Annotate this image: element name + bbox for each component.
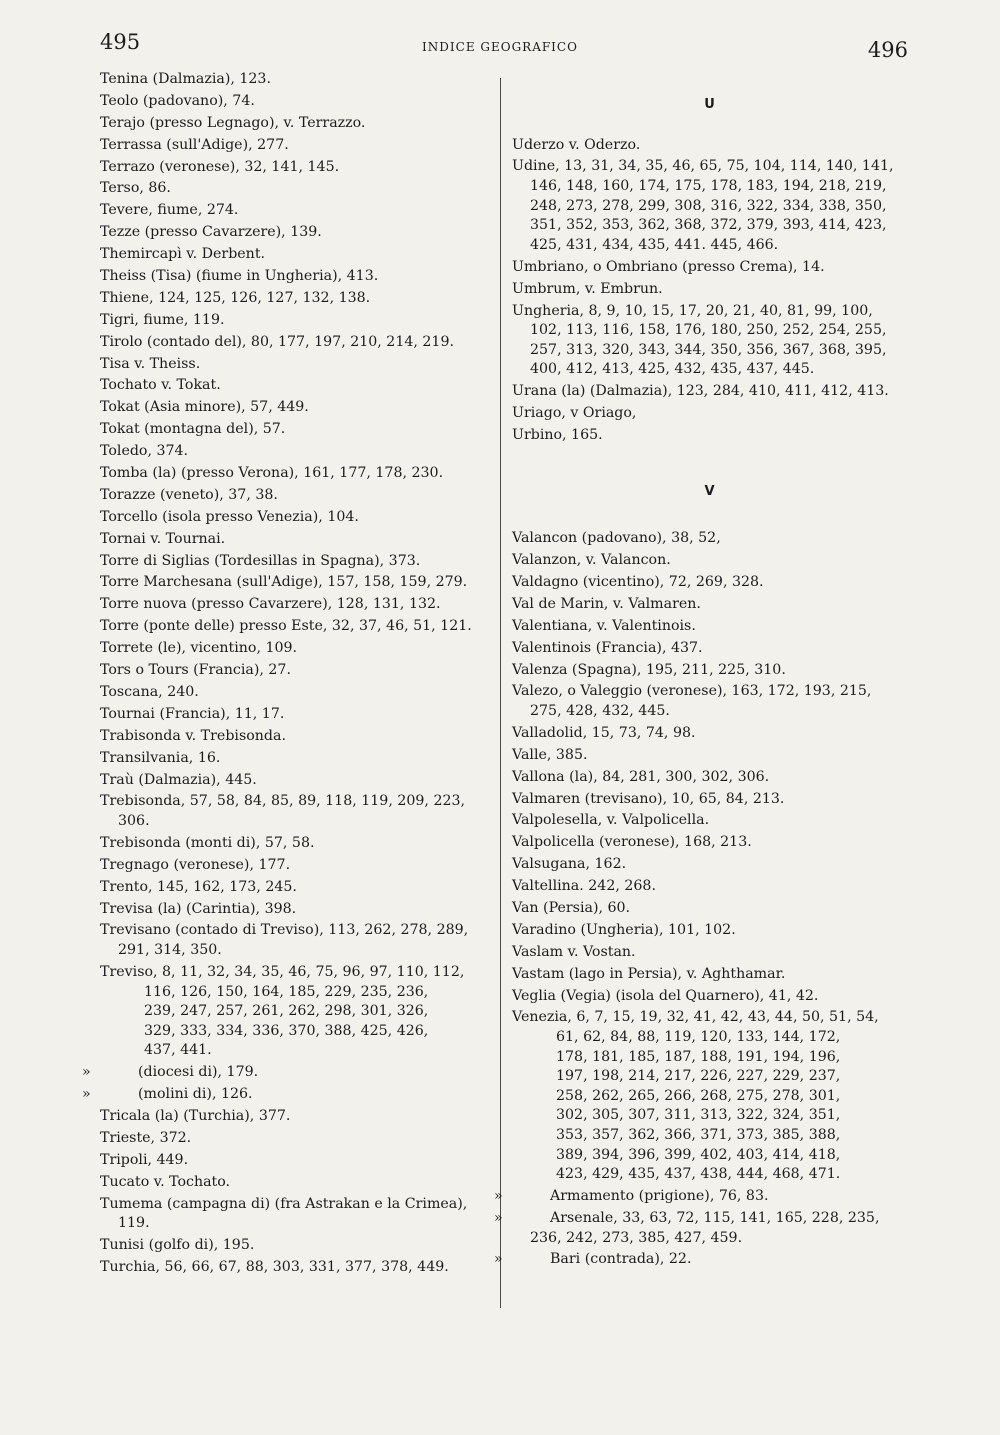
treviso-continuation bbox=[118, 983, 488, 1061]
index-entry: Van (Persia), 60. bbox=[512, 900, 631, 917]
index-entry: Themircapì v. Derbent. bbox=[100, 246, 266, 263]
index-entry: Valpolicella (veronese), 168, 213. bbox=[512, 834, 752, 851]
index-entry: Valezo, o Valeggio (veronese), 163, 172, 193, 215, 275, 428, 432, 445. bbox=[512, 683, 872, 719]
ditto-mark: » bbox=[494, 1210, 503, 1226]
index-entry: Uderzo v. Oderzo. bbox=[512, 136, 641, 153]
index-list-t-after bbox=[100, 1107, 488, 1278]
right-page-number: 496 bbox=[867, 38, 908, 62]
index-entry: Thiene, 124, 125, 126, 127, 132, 138. bbox=[100, 289, 371, 306]
index-entry: Trabisonda v. Trebisonda. bbox=[100, 727, 286, 744]
index-entry: Teolo (padovano), 74. bbox=[100, 92, 255, 109]
index-entry: Valentinois (Francia), 437. bbox=[512, 639, 703, 656]
section-heading-v: V bbox=[704, 483, 715, 499]
column-divider bbox=[500, 78, 501, 1308]
index-entry: Turchia, 56, 66, 67, 88, 303, 331, 377, 378, 449. bbox=[100, 1258, 449, 1275]
ditto-mark: » bbox=[82, 1064, 91, 1081]
index-entry: Tors o Tours (Francia), 27. bbox=[100, 662, 291, 679]
index-entry: Valenza (Spagna), 195, 211, 225, 310. bbox=[512, 661, 786, 678]
index-entry: Tenina (Dalmazia), 123. bbox=[100, 71, 271, 87]
index-entry: Urbino, 165. bbox=[512, 426, 603, 443]
index-entry: Valpolesella, v. Valpolicella. bbox=[512, 812, 710, 829]
index-entry: Torre (ponte delle) presso Este, 32, 37, 46, 51, 121. bbox=[100, 618, 472, 635]
venezia-subentries bbox=[494, 1187, 907, 1270]
index-entry: Terajo (presso Legnago), v. Terrazzo. bbox=[100, 114, 366, 131]
index-entry: Valentiana, v. Valentinois. bbox=[512, 617, 696, 634]
venezia-head: Venezia, 6, 7, 15, 19, 32, 41, 42, 43, 44, 50, 51, 54, bbox=[512, 1009, 879, 1026]
entry-continuation-line: 329, 333, 334, 336, 370, 388, 425, 426, bbox=[144, 1022, 429, 1039]
index-entry: Tevere, fiume, 274. bbox=[100, 202, 239, 219]
index-entry: Tornai v. Tournai. bbox=[100, 530, 226, 547]
index-entry: Torre nuova (presso Cavarzere), 128, 131, 132. bbox=[100, 596, 441, 613]
index-entry: Veglia (Vegia) (isola del Quarnero), 41, 42. bbox=[512, 987, 819, 1004]
entry-continuation-line: 239, 247, 257, 261, 262, 298, 301, 326, bbox=[144, 1003, 429, 1020]
index-entry: Udine, 13, 31, 34, 35, 46, 65, 75, 104, 114, 140, 141, 146, 148, 160, 174, 175, 178, 183, 194, 218, 219, 248, 273, 278, 299, 308, 316, 322, 334, 338, 350, 351, 352, 353, 362, 368, 372, 379, 393, 414, 423, 425, 431, 434, 435, 441. 445, 466. bbox=[512, 158, 894, 253]
index-entry: Tripoli, 449. bbox=[100, 1151, 189, 1168]
index-entry: Umbrum, v. Embrun. bbox=[512, 280, 663, 297]
index-entry: Trento, 145, 162, 173, 245. bbox=[100, 878, 297, 895]
subentry-text: Arsenale, 33, 63, 72, 115, 141, 165, 228, 235, 236, 242, 273, 385, 427, 459. bbox=[530, 1210, 880, 1246]
index-subentry bbox=[494, 1250, 907, 1270]
index-entry: Trevisa (la) (Carintia), 398. bbox=[100, 900, 297, 917]
index-entry: Tokat (montagna del), 57. bbox=[100, 421, 286, 438]
index-entry: Val de Marin, v. Valmaren. bbox=[512, 595, 701, 612]
entry-continuation-line: 437, 441. bbox=[144, 1042, 212, 1059]
index-entry: Tregnago (veronese), 177. bbox=[100, 856, 291, 873]
index-entry: Valmaren (trevisano), 10, 65, 84, 213. bbox=[512, 790, 785, 807]
subentry-text: (diocesi di), 179. bbox=[138, 1064, 259, 1081]
ditto-mark: » bbox=[82, 1086, 91, 1103]
index-entry: Terrassa (sull'Adige), 277. bbox=[100, 136, 289, 153]
entry-continuation-line: 197, 198, 214, 217, 226, 227, 229, 237, bbox=[556, 1068, 841, 1085]
subentry-text: Bari (contrada), 22. bbox=[550, 1251, 692, 1268]
index-entry: Transilvania, 16. bbox=[100, 749, 221, 766]
left-index-column bbox=[82, 70, 488, 1280]
index-entry: Ungheria, 8, 9, 10, 15, 17, 20, 21, 40, 81, 99, 100, 102, 113, 116, 158, 176, 180, 250, 252, 254, 255, 257, 313, 320, 343, 344, 350, 356, 367, 368, 395, 400, 412, 413, 425, 432, 435, 437, 445. bbox=[512, 302, 887, 378]
index-entry: Valancon (padovano), 38, 52, bbox=[512, 530, 721, 547]
index-entry: Theiss (Tisa) (fiume in Ungheria), 413. bbox=[100, 268, 379, 285]
index-entry: Trieste, 372. bbox=[100, 1129, 192, 1146]
index-list-u bbox=[512, 136, 907, 446]
index-entry-venezia bbox=[512, 1008, 907, 1184]
index-entry: Tirolo (contado del), 80, 177, 197, 210, 214, 219. bbox=[100, 333, 454, 350]
index-list-v bbox=[512, 529, 907, 1006]
subentry-text: (molini di), 126. bbox=[138, 1086, 253, 1103]
entry-continuation-line: 389, 394, 396, 399, 402, 403, 414, 418, bbox=[556, 1146, 841, 1163]
index-entry: Tumema (campagna di) (fra Astrakan e la Crimea), 119. bbox=[100, 1195, 468, 1232]
index-entry: Varadino (Ungheria), 101, 102. bbox=[512, 921, 736, 938]
index-entry: Valtellina. 242, 268. bbox=[512, 878, 656, 895]
index-entry: Vallona (la), 84, 281, 300, 302, 306. bbox=[512, 768, 770, 785]
right-index-column bbox=[494, 95, 907, 1272]
index-entry: Valdagno (vicentino), 72, 269, 328. bbox=[512, 573, 764, 590]
index-subentry bbox=[82, 1085, 488, 1105]
index-entry: Valsugana, 162. bbox=[512, 856, 627, 873]
ditto-mark: » bbox=[494, 1251, 503, 1268]
entry-continuation-line: 116, 126, 150, 164, 185, 229, 235, 236, bbox=[144, 983, 429, 1000]
section-heading-u: U bbox=[704, 97, 715, 112]
entry-continuation-line: 61, 62, 84, 88, 119, 120, 133, 144, 172, bbox=[556, 1029, 841, 1046]
index-subentry bbox=[494, 1209, 907, 1248]
index-entry: Tokat (Asia minore), 57, 449. bbox=[100, 399, 309, 416]
index-entry: Tomba (la) (presso Verona), 161, 177, 178, 230. bbox=[100, 465, 444, 482]
index-entry: Tigri, fiume, 119. bbox=[100, 311, 225, 328]
ditto-mark: » bbox=[494, 1188, 503, 1205]
entry-continuation-line: 258, 262, 265, 266, 268, 275, 278, 301, bbox=[556, 1087, 841, 1104]
index-entry: Trebisonda, 57, 58, 84, 85, 89, 118, 119, 209, 223, 306. bbox=[100, 793, 466, 829]
running-title: INDICE GEOGRAFICO bbox=[422, 40, 578, 54]
treviso-subentries bbox=[82, 1063, 488, 1104]
index-entry: Traù (Dalmazia), 445. bbox=[100, 771, 257, 788]
index-entry: Torre Marchesana (sull'Adige), 157, 158, 159, 279. bbox=[100, 574, 468, 591]
index-subentry bbox=[494, 1187, 907, 1207]
index-entry: Torazze (veneto), 37, 38. bbox=[100, 486, 278, 503]
entry-continuation-line: 178, 181, 185, 187, 188, 191, 194, 196, bbox=[556, 1048, 841, 1065]
index-entry-treviso bbox=[100, 963, 488, 1061]
index-entry: Vaslam v. Vostan. bbox=[512, 943, 636, 960]
index-entry: Umbriano, o Ombriano (presso Crema), 14. bbox=[512, 258, 825, 275]
index-entry: Torrete (le), vicentino, 109. bbox=[100, 640, 298, 657]
index-subentry bbox=[82, 1063, 488, 1083]
index-entry: Torcello (isola presso Venezia), 104. bbox=[100, 508, 359, 525]
index-entry: Tunisi (golfo di), 195. bbox=[100, 1237, 255, 1254]
index-entry: Tournai (Francia), 11, 17. bbox=[100, 705, 285, 722]
index-entry: Terrazo (veronese), 32, 141, 145. bbox=[100, 158, 340, 175]
index-entry: Toledo, 374. bbox=[100, 443, 189, 460]
index-entry: Vastam (lago in Persia), v. Aghthamar. bbox=[512, 965, 786, 982]
index-entry: Tochato v. Tokat. bbox=[100, 377, 221, 394]
index-entry: Terso, 86. bbox=[100, 180, 171, 197]
entry-continuation-line: 423, 429, 435, 437, 438, 444, 468, 471. bbox=[556, 1166, 841, 1183]
index-entry: Valle, 385. bbox=[512, 746, 588, 763]
index-entry: Toscana, 240. bbox=[100, 683, 199, 700]
subentry-text: Armamento (prigione), 76, 83. bbox=[550, 1188, 769, 1205]
index-entry: Tricala (la) (Turchia), 377. bbox=[100, 1107, 291, 1124]
index-entry: Valladolid, 15, 73, 74, 98. bbox=[512, 724, 696, 741]
index-entry: Tezze (presso Cavarzere), 139. bbox=[100, 224, 322, 241]
venezia-continuation bbox=[530, 1028, 907, 1185]
index-entry: Tucato v. Tochato. bbox=[100, 1173, 231, 1190]
index-entry: Uriago, v Oriago, bbox=[512, 405, 637, 422]
treviso-head: Treviso, 8, 11, 32, 34, 35, 46, 75, 96, 97, 110, 112, bbox=[100, 963, 465, 980]
index-entry: Trebisonda (monti di), 57, 58. bbox=[100, 834, 315, 851]
index-entry: Valanzon, v. Valancon. bbox=[512, 552, 671, 569]
entry-continuation-line: 302, 305, 307, 311, 313, 322, 324, 351, bbox=[556, 1107, 841, 1124]
index-entry: Trevisano (contado di Treviso), 113, 262, 278, 289, 291, 314, 350. bbox=[100, 922, 469, 959]
index-entry: Tisa v. Theiss. bbox=[100, 355, 201, 372]
entry-continuation-line: 353, 357, 362, 366, 371, 373, 385, 388, bbox=[556, 1127, 841, 1144]
index-entry: Torre di Siglias (Tordesillas in Spagna), 373. bbox=[100, 552, 421, 569]
index-entry: Urana (la) (Dalmazia), 123, 284, 410, 411, 412, 413. bbox=[512, 383, 889, 400]
left-page-number: 495 bbox=[100, 30, 141, 54]
index-list-t bbox=[100, 70, 488, 961]
